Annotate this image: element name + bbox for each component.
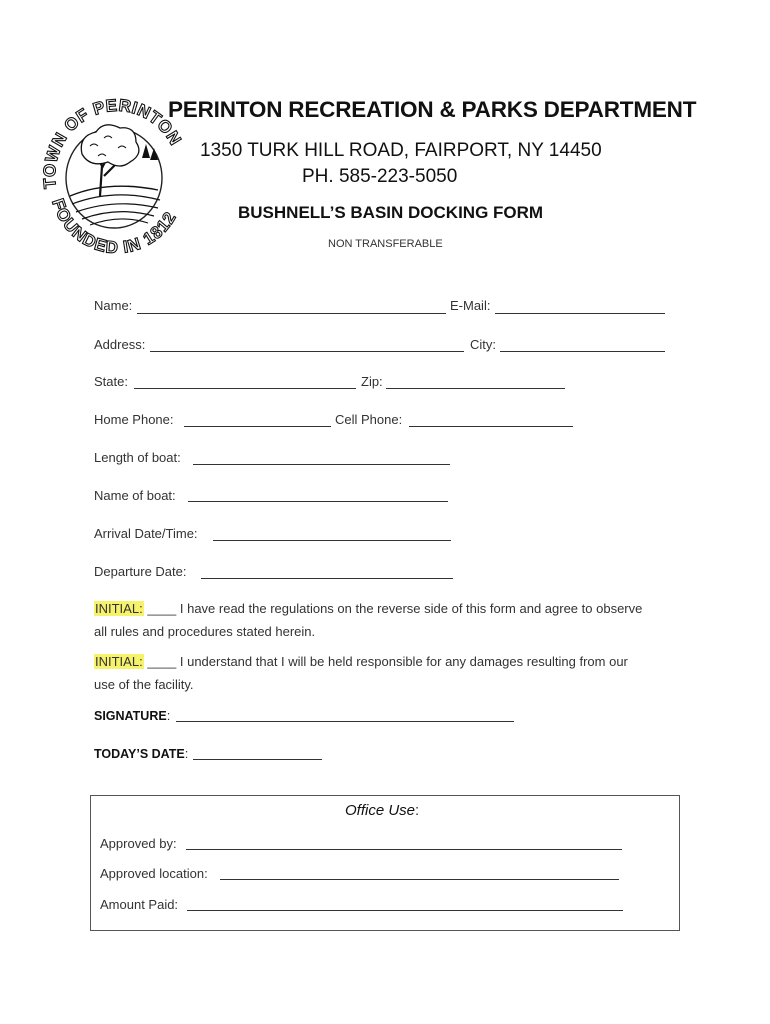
- departure-label: Departure Date:: [94, 564, 187, 579]
- approved-location-label: Approved location:: [100, 866, 208, 881]
- initial-text-cont: all rules and procedures stated herein.: [94, 624, 316, 639]
- city-field[interactable]: [500, 351, 665, 352]
- approved-location-field[interactable]: [220, 879, 619, 880]
- office-use-title: Office Use:: [345, 802, 420, 819]
- email-field[interactable]: [495, 313, 665, 314]
- zip-label: Zip:: [361, 374, 383, 389]
- seal-top-text: TOWN OF PERINTON: [39, 96, 186, 190]
- initial-text-cont: use of the facility.: [94, 677, 194, 692]
- todays-date-label-group: [94, 745, 188, 763]
- svg-text:FOUNDED IN 1812: [48, 196, 180, 256]
- amount-paid-field[interactable]: [187, 910, 623, 911]
- department-title: PERINTON RECREATION & PARKS DEPARTMENT: [168, 97, 697, 122]
- amount-paid-label: Amount Paid:: [100, 897, 179, 912]
- name-field[interactable]: [137, 313, 446, 314]
- state-field[interactable]: [134, 388, 356, 389]
- signature-label-group: [94, 707, 170, 725]
- initial-blank[interactable]: ____: [147, 654, 177, 669]
- arrival-field[interactable]: [213, 540, 451, 541]
- initial-blank[interactable]: ____: [147, 601, 177, 616]
- initial-statement-regulations: [94, 597, 642, 643]
- todays-date-label: TODAY’S DATE: [94, 747, 185, 761]
- boat-name-field[interactable]: [188, 501, 448, 502]
- address-field[interactable]: [150, 351, 464, 352]
- seal-bottom-text: FOUNDED IN 1812: [48, 196, 181, 256]
- departure-field[interactable]: [201, 578, 453, 579]
- signature-colon: :: [166, 708, 171, 723]
- initial-label: INITIAL:: [95, 654, 143, 669]
- signature-field[interactable]: [176, 721, 514, 722]
- name-label: Name:: [94, 298, 133, 313]
- boat-name-label: Name of boat:: [94, 488, 176, 503]
- department-phone: PH. 585-223-5050: [302, 166, 458, 187]
- home-phone-field[interactable]: [184, 426, 331, 427]
- boat-length-field[interactable]: [193, 464, 450, 465]
- department-address: 1350 TURK HILL ROAD, FAIRPORT, NY 14450: [200, 140, 602, 161]
- email-label: E-Mail:: [450, 298, 491, 313]
- cell-phone-field[interactable]: [409, 426, 573, 427]
- state-label: State:: [94, 374, 128, 389]
- initial-statement-damages: [94, 650, 628, 696]
- non-transferable-note: NON TRANSFERABLE: [328, 238, 443, 250]
- address-label: Address:: [94, 337, 146, 352]
- form-title: BUSHNELL’S BASIN DOCKING FORM: [238, 203, 544, 222]
- approved-by-field[interactable]: [186, 849, 622, 850]
- todays-date-field[interactable]: [193, 759, 322, 760]
- initial-text: I understand that I will be held responsible for any damages resulting from our: [179, 654, 628, 669]
- home-phone-label: Home Phone:: [94, 412, 174, 427]
- boat-length-label: Length of boat:: [94, 450, 181, 465]
- city-label: City:: [470, 337, 496, 352]
- arrival-label: Arrival Date/Time:: [94, 526, 198, 541]
- zip-field[interactable]: [386, 388, 565, 389]
- approved-by-label: Approved by:: [100, 836, 177, 851]
- initial-text: I have read the regulations on the reverse side of this form and agree to observe: [179, 601, 643, 616]
- initial-label: INITIAL:: [95, 601, 143, 616]
- signature-label: SIGNATURE: [94, 709, 167, 723]
- todays-date-colon: :: [184, 746, 189, 761]
- cell-phone-label: Cell Phone:: [335, 412, 403, 427]
